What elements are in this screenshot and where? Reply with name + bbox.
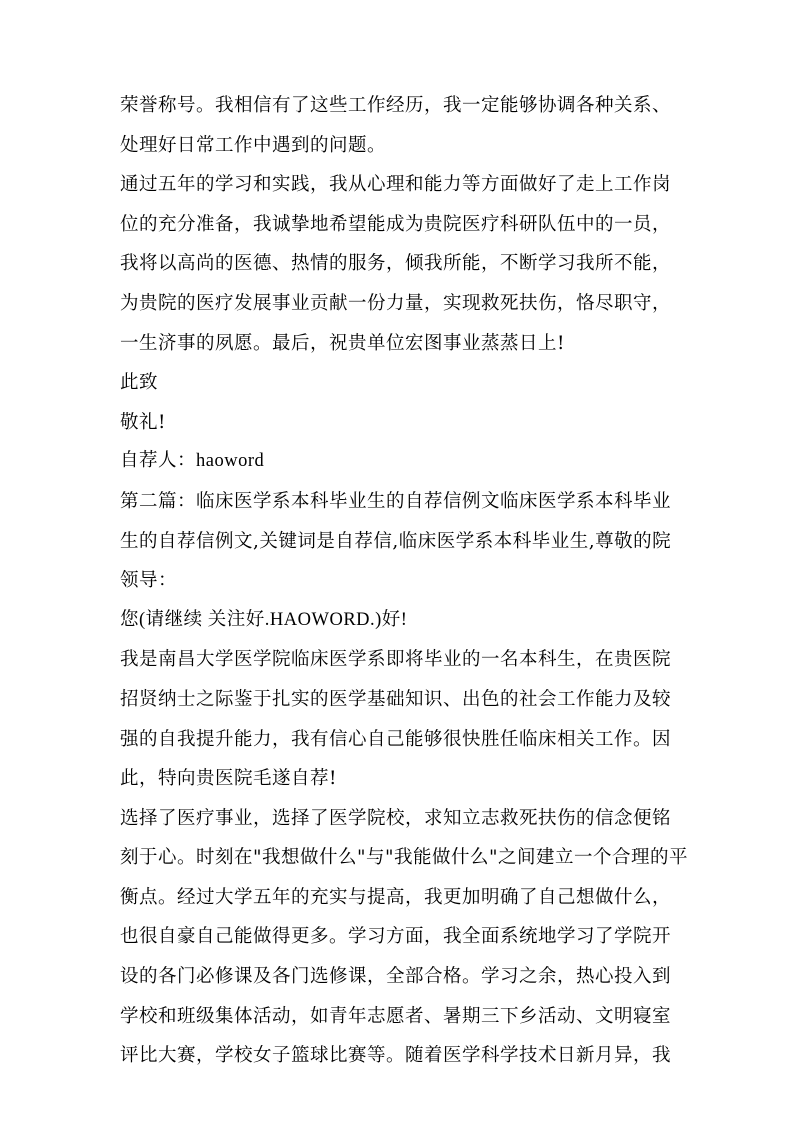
text-line: 位的充分准备，我诚挚地希望能成为贵院医疗科研队伍中的一员， <box>120 213 672 235</box>
document-body <box>120 86 689 1076</box>
text-line: 生的自荐信例文,关键词是自荐信,临床医学系本科毕业生,尊敬的院 <box>120 530 672 552</box>
text-line: 评比大赛，学校女子篮球比赛等。随着医学科学技术日新月异，我 <box>120 1045 672 1067</box>
signature-line: 自荐人：haoword <box>120 451 265 472</box>
salutation-line: 敬礼! <box>120 411 166 433</box>
text-line: 强的自我提升能力，我有信心自己能够很快胜任临床相关工作。因 <box>120 728 672 750</box>
text-line: 领导： <box>120 570 178 592</box>
text-line: 处理好日常工作中遇到的问题。 <box>120 134 387 156</box>
closing-line: 此致 <box>120 372 159 394</box>
text-line: 通过五年的学习和实践，我从心理和能力等方面做好了走上工作岗 <box>120 174 672 196</box>
text-line: 设的各门必修课及各门选修课，全部合格。学习之余，热心投入到 <box>120 966 672 988</box>
text-line: 此，特向贵医院毛遂自荐! <box>120 768 337 790</box>
text-line: 也很自豪自己能做得更多。学习方面，我全面系统地学习了学院开 <box>120 926 672 948</box>
text-line: 衡点。经过大学五年的充实与提高，我更加明确了自己想做什么， <box>120 886 672 908</box>
text-line: 一生济事的夙愿。最后，祝贵单位宏图事业蒸蒸日上! <box>120 332 565 354</box>
text-line: 为贵院的医疗发展事业贡献一份力量，实现救死扶伤，恪尽职守， <box>120 292 672 314</box>
greeting-line: 您(请继续 关注好.HAOWORD.)好! <box>120 609 408 630</box>
text-line: 我将以高尚的医德、热情的服务，倾我所能，不断学习我所不能， <box>120 253 672 275</box>
text-line: 学校和班级集体活动，如青年志愿者、暑期三下乡活动、文明寝室 <box>120 1005 672 1027</box>
text-line: 荣誉称号。我相信有了这些工作经历，我一定能够协调各种关系、 <box>120 95 672 116</box>
text-line: 刻于心。时刻在"我想做什么"与"我能做什么"之间建立一个合理的平 <box>120 847 689 869</box>
text-line: 我是南昌大学医学院临床医学系即将毕业的一名本科生，在贵医院 <box>120 649 672 671</box>
text-line: 选择了医疗事业，选择了医学院校，求知立志救死扶伤的信念便铭 <box>120 807 672 829</box>
text-line: 招贤纳士之际鉴于扎实的医学基础知识、出色的社会工作能力及较 <box>120 688 672 710</box>
section-heading-line: 第二篇：临床医学系本科毕业生的自荐信例文临床医学系本科毕业 <box>120 490 672 512</box>
